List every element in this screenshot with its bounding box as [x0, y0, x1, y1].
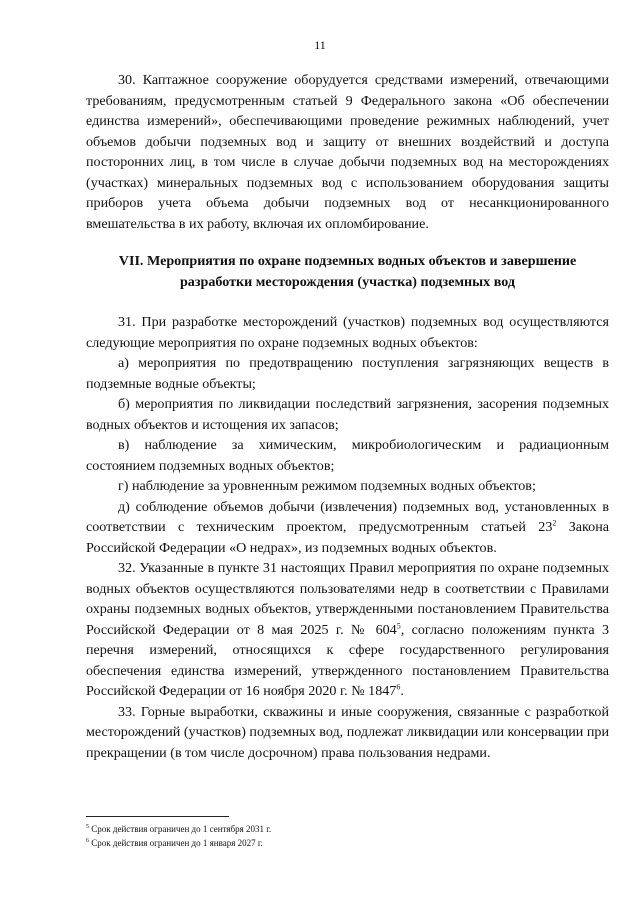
superscript-2: 2 — [552, 518, 557, 528]
paragraph-31-e — [86, 497, 609, 559]
paragraph-32-text-1: 32. Указанные в пункте 31 настоящих Правил мероприятия по охране подземных водных объектов осуществляются пользователями недр в соответствии с Правилами охраны подземных водных объектов, утвержденными постановлением Правительства Российской Федерации от 8 мая 2025 г. № 604 — [86, 560, 609, 638]
paragraph-31-d: г) наблюдение за уровненным режимом подземных водных объектов; — [118, 478, 536, 494]
paragraph-31: 31. При разработке месторождений (участков) подземных вод осуществляются следующие мероприятия по охране подземных водных объектов: — [86, 314, 609, 351]
page-number: 11 — [314, 38, 326, 52]
paragraph-31-c: в) наблюдение за химическим, микробиологическим и радиационным состоянием подземных водных объектов; — [86, 437, 609, 474]
footnote-5-text: Срок действия ограничен до 1 сентября 2031 г. — [89, 824, 272, 834]
section-heading: VII. Мероприятия по охране подземных водных объектов и завершение разработки месторождения (участка) подземных вод — [118, 253, 577, 290]
paragraph-31-e-text-2: Закона Российской Федерации «О недрах», из подземных водных объектов. — [86, 519, 609, 556]
paragraph-31-a: а) мероприятия по предотвращению поступления загрязняющих веществ в подземные водные объекты; — [86, 355, 609, 392]
paragraph-32-text-3: . — [400, 683, 404, 699]
footnote-mark-6: 6 — [86, 838, 89, 844]
footnotes — [86, 822, 271, 850]
footnote-ref-6: 6 — [396, 682, 401, 692]
paragraph-31-b: б) мероприятия по ликвидации последствий загрязнения, засорения подземных водных объектов и истощения их запасов; — [86, 396, 609, 433]
paragraph-block-31-33 — [86, 312, 609, 763]
footnote-divider — [86, 816, 229, 817]
footnote-ref-5: 5 — [396, 620, 401, 630]
paragraph-32-text-2: , согласно положениям пункта 3 перечня измерений, относящихся к сфере государственного регулирования обеспечения единства измерений, утвержденного постановлением Правительства Российской Федерации от 16 ноября 2020 г. № 1847 — [86, 621, 609, 699]
footnote-mark-5: 5 — [86, 824, 89, 830]
footnote-6 — [86, 836, 271, 850]
paragraph-32 — [86, 558, 609, 702]
footnote-5 — [86, 822, 271, 836]
paragraph-30: 30. Каптажное сооружение оборудуется средствами измерений, отвечающими требованиям, предусмотренным статьей 9 Федерального закона «Об обеспечении единства измерений», обеспечивающими проведение режимных наблюдений, учет объемов добычи подземных вод и защиту от внешних воздействий и доступа посторонних лиц, в том числе в случае добычи подземных вод на месторождениях (участках) минеральных подземных вод с использованием оборудования защиты приборов учета объема добычи подземных вод от несанкционированного вмешательства в их работу, включая их опломбирование. — [86, 72, 609, 232]
paragraph-33: 33. Горные выработки, скважины и иные сооружения, связанные с разработкой месторождений (участков) подземных вод, подлежат ликвидации или консервации при прекращении (в том числе досрочном) права пользования недрами. — [86, 703, 609, 761]
paragraph-block-30 — [86, 70, 609, 234]
footnote-6-text: Срок действия ограничен до 1 января 2027 г. — [89, 838, 263, 848]
paragraph-31-e-text-1: д) соблюдение объемов добычи (извлечения) подземных вод, установленных в соответствии с техническим проектом, предусмотренным статьей 23 — [86, 498, 609, 535]
